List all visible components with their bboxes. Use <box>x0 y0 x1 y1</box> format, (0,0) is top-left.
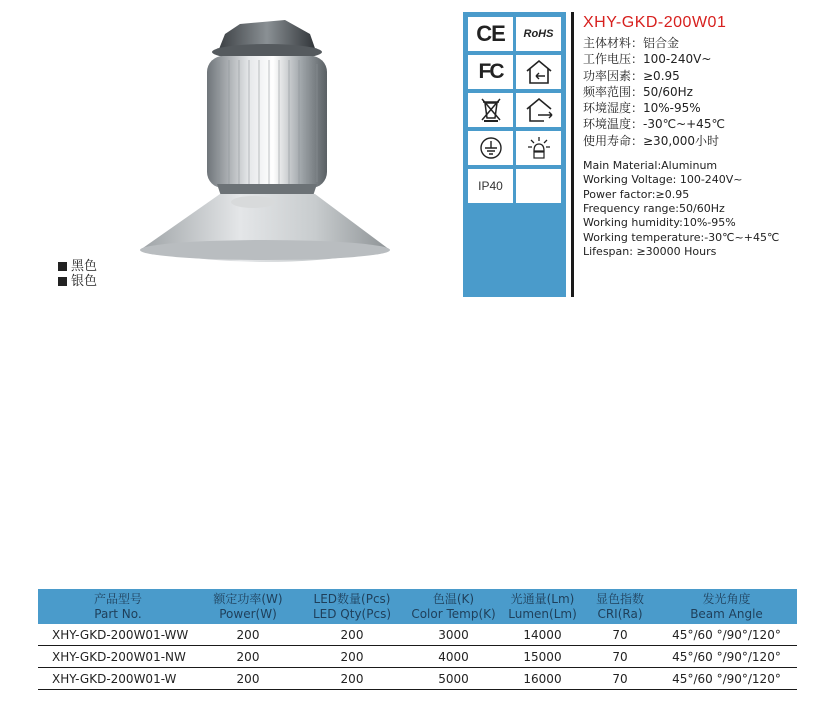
cell-power: 200 <box>236 649 260 664</box>
cell-power: 200 <box>236 671 260 686</box>
cell-lumen: 15000 <box>523 649 562 664</box>
color-option-silver <box>58 274 97 289</box>
header-lumen: 光通量(Lm) Lumen(Lm) <box>508 591 577 621</box>
spec-list-cn <box>583 35 815 149</box>
spec-en-line: Lifespan: ≥30000 Hours <box>583 244 717 258</box>
cell-cri: 70 <box>612 671 628 686</box>
cell-color-temp: 5000 <box>438 671 469 686</box>
table-header <box>38 589 797 624</box>
cell-cri: 70 <box>612 649 628 664</box>
indoor-use-icon <box>516 55 561 89</box>
cell-color-temp: 3000 <box>438 627 469 642</box>
empty-cert-cell <box>516 169 561 203</box>
header-part-no: 产品型号 Part No. <box>93 591 142 621</box>
ce-mark-icon: CE <box>468 17 513 51</box>
spec-en-line: Frequency range:50/60Hz <box>583 201 725 215</box>
model-title: XHY-GKD-200W01 <box>583 14 727 31</box>
fcc-mark-icon: FC <box>468 55 513 89</box>
black-square-icon <box>58 277 67 286</box>
spec-en-line: Working humidity:10%-95% <box>583 216 736 230</box>
ip-rating-badge: IP40 <box>468 169 513 203</box>
spec-list-en <box>583 159 815 259</box>
color-option-black <box>58 259 97 274</box>
black-square-icon <box>58 262 67 271</box>
header-cri: 显色指数 CRI(Ra) <box>595 591 644 621</box>
table-row <box>38 646 797 668</box>
cell-beam-angle: 45°/60 °/90°/120° <box>672 649 781 664</box>
cell-led-qty: 200 <box>340 627 364 642</box>
spec-cn-line: 工作电压：100-240V~ <box>583 52 712 67</box>
table-row <box>38 668 797 690</box>
cell-beam-angle: 45°/60 °/90°/120° <box>672 671 781 686</box>
spec-cn-line: 使用寿命：≥30,000小时 <box>583 133 720 148</box>
lamp-light-icon <box>516 131 561 165</box>
spec-en-line: Main Material:Aluminum <box>583 159 718 173</box>
cell-led-qty: 200 <box>340 649 364 664</box>
spec-cn-line: 频率范围：50/60Hz <box>583 84 693 99</box>
spec-table <box>38 589 797 690</box>
header-beam-angle: 发光角度 Beam Angle <box>690 591 763 621</box>
ground-symbol-icon <box>468 131 513 165</box>
spec-cn-line: 环境湿度：10%-95% <box>583 101 701 116</box>
spec-en-line: Working Voltage: 100-240V~ <box>583 173 743 187</box>
indoor-exit-icon <box>516 93 561 127</box>
certification-panel <box>463 12 566 297</box>
spec-en-line: Working temperature:-30℃~+45℃ <box>583 230 780 244</box>
divider <box>571 12 574 297</box>
cell-color-temp: 4000 <box>438 649 469 664</box>
cell-cri: 70 <box>612 627 628 642</box>
cell-part-no: XHY-GKD-200W01-NW <box>52 649 186 664</box>
color-options <box>58 259 97 289</box>
color-option-label: 黑色 <box>71 259 98 274</box>
spec-cn-line: 主体材料：铝合金 <box>583 36 680 50</box>
product-image <box>135 12 395 262</box>
header-led-qty: LED数量(Pcs) LED Qty(Pcs) <box>312 591 392 621</box>
spec-cn-line: 功率因素：≥0.95 <box>583 68 680 83</box>
weee-bin-icon <box>468 93 513 127</box>
header-power: 额定功率(W) Power(W) <box>213 591 283 621</box>
table-row <box>38 624 797 646</box>
cell-lumen: 14000 <box>523 627 562 642</box>
cell-led-qty: 200 <box>340 671 364 686</box>
spec-block <box>583 13 815 259</box>
cell-part-no: XHY-GKD-200W01-W <box>52 671 177 686</box>
spec-en-line: Power factor:≥0.95 <box>583 187 690 201</box>
cell-lumen: 16000 <box>523 671 562 686</box>
spec-cn-line: 环境温度：-30℃~+45℃ <box>583 117 725 132</box>
cell-power: 200 <box>236 627 260 642</box>
cell-beam-angle: 45°/60 °/90°/120° <box>672 627 781 642</box>
cell-part-no: XHY-GKD-200W01-WW <box>52 627 189 642</box>
header-color-temp: 色温(K) Color Temp(K) <box>411 591 496 621</box>
color-option-label: 银色 <box>71 274 98 289</box>
rohs-mark-icon: RoHS <box>516 17 561 51</box>
